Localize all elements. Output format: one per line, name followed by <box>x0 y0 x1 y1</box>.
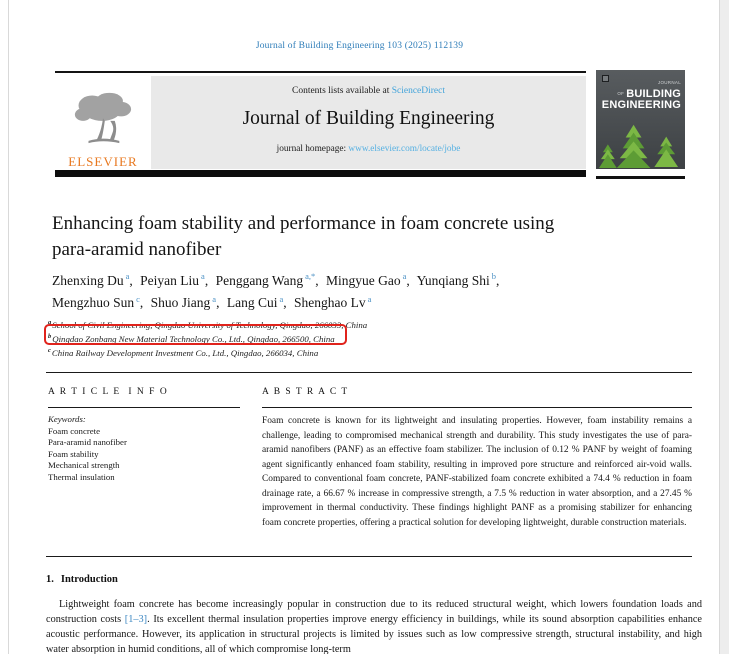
abstract-rule <box>262 407 692 408</box>
author-name: Mengzhuo Sun <box>52 295 135 310</box>
article-info-heading: A R T I C L E I N F O <box>48 387 169 397</box>
author-separator: , <box>283 295 287 310</box>
banner-bottom-bar <box>55 170 586 177</box>
affiliation-superscript: a <box>48 319 52 326</box>
keyword: Para-aramid nanofiber <box>48 437 127 448</box>
author-affiliation-superscript: a <box>125 271 130 281</box>
author <box>294 295 375 310</box>
abstract-section <box>262 387 692 530</box>
affiliation-text: China Railway Development Investment Co., Ltd., Qingdao, 266034, China <box>51 347 319 358</box>
affiliation-highlight-annotation <box>44 324 347 345</box>
author-affiliation-superscript: c <box>136 293 140 304</box>
author-separator: , <box>496 272 500 288</box>
cover-trees-artwork <box>596 112 685 169</box>
keywords-list <box>48 426 240 484</box>
author-separator: , <box>216 295 220 310</box>
affiliation-line <box>48 345 648 359</box>
affiliation-text: Qingdao Zonbang New Material Technology Co., Ltd., Qingdao, 266500, China <box>52 333 335 344</box>
cover-bottom-rule <box>596 176 685 179</box>
author-separator: , <box>129 272 133 288</box>
article-title-line1: Enhancing foam stability and performance in foam concrete using <box>52 213 555 234</box>
introduction-number: 1. <box>46 574 54 585</box>
affiliation-superscript: c <box>48 346 51 354</box>
author-affiliation-superscript: a <box>279 293 284 304</box>
introduction-text-start: Lightweight foam concrete has become increasingly popular in construction due to its reduced structural weight, which lowers foundation loads and construction costs <box>46 599 702 625</box>
author <box>326 273 414 288</box>
section-divider-top <box>46 372 692 373</box>
author-name: Peiyan Liu <box>140 272 200 288</box>
article-info-rule <box>48 407 240 408</box>
journal-title: Journal of Building Engineering <box>242 108 495 129</box>
abstract-text: Foam concrete is known for its lightweight and insulating properties. However, foam instability remains a challenge, leading to compromised mechanical strength and durability. This study investigates the use of para-aramid nanofibers (PANF) as an effective foam stabilizer. The inclusion of 0.12 % PANF by weight of foaming agent significantly enhanced foam stability, resulting in improved pore structure and reinforced air-void walls. Compared to conventional foam concrete, PANF-stabilized foam concrete exhibited a 74.4 % reduction in foam drainage rate, a 66.67 % increase in compressive strength, a 7.5 % reduction in water absorption, and a 27.45 % improvement in thermal conductivity. These findings highlight PANF as a promising stabilizer for enhancing foam concrete properties, offering a practical solution for developing lightweight, durable construction materials. <box>262 416 692 528</box>
cover-title-line2: ENGINEERING <box>601 99 681 111</box>
contents-lists-text: Contents lists available at <box>291 86 392 96</box>
author-separator: , <box>204 272 209 288</box>
cover-kicker: JOURNAL OF <box>617 80 681 96</box>
author-name: Penggang Wang <box>215 272 304 288</box>
journal-banner <box>55 70 586 177</box>
article-title-line2: para-aramid nanofiber <box>52 239 222 260</box>
introduction-heading <box>46 574 118 585</box>
author <box>227 295 291 310</box>
section-divider-bottom <box>46 556 692 557</box>
cover-title-line1: BUILDING <box>626 88 681 100</box>
author-affiliation-superscript: a <box>212 293 217 304</box>
banner-top-rule <box>55 71 586 73</box>
author <box>52 295 147 310</box>
cover-title-block <box>596 77 681 110</box>
author <box>52 273 137 288</box>
author-affiliation-superscript: a <box>201 271 205 281</box>
author <box>216 273 323 288</box>
introduction-paragraph <box>46 597 702 654</box>
author <box>140 273 212 288</box>
author-separator: , <box>406 272 410 288</box>
elsevier-logo <box>55 76 151 169</box>
author-affiliation-superscript: a <box>402 271 407 281</box>
author-separator: , <box>139 295 144 310</box>
affiliation-superscript: b <box>48 332 52 340</box>
sciencedirect-link[interactable]: ScienceDirect <box>391 86 445 96</box>
introduction-heading-text: Introduction <box>60 574 118 585</box>
author-affiliation-superscript: a,* <box>305 271 316 281</box>
author-separator: , <box>315 272 319 288</box>
author-name: Yunqiang Shi <box>416 272 490 288</box>
article-info-section <box>48 387 240 484</box>
keyword: Foam stability <box>48 448 99 459</box>
keyword: Foam concrete <box>48 425 101 436</box>
elsevier-tree-icon <box>70 91 136 154</box>
banner-center-panel <box>151 76 586 169</box>
homepage-prefix-text: journal homepage: <box>276 144 349 154</box>
keywords-label: Keywords: <box>48 414 86 425</box>
keyword: Thermal insulation <box>48 471 115 482</box>
author-name: Shuo Jiang <box>150 295 211 310</box>
abstract-heading: A B S T R A C T <box>262 387 349 397</box>
author-list <box>52 267 662 312</box>
author-affiliation-superscript: a <box>367 293 372 304</box>
homepage-link[interactable]: www.elsevier.com/locate/jobe <box>348 144 461 154</box>
introduction-text-end: . Its excellent thermal insulation properties improve energy efficiency in buildings, while its sound absorption capabilities enhance acoustic performance. However, its application in structural projects is limited by issues such as low compressive strength, structural instability, and high water absorption in humid conditions, all of which compromise long-term <box>46 614 702 654</box>
author-name: Mingyue Gao <box>326 272 401 288</box>
keyword: Mechanical strength <box>48 460 120 471</box>
affiliation-text: School of Civil Engineering, Qingdao University of Technology, Qingdao, 266033, China <box>52 319 368 330</box>
author <box>151 295 224 310</box>
page-left-edge <box>8 0 9 654</box>
author-name: Lang Cui <box>226 295 278 310</box>
article-title <box>52 211 672 263</box>
journal-cover-thumbnail <box>596 70 685 169</box>
journal-citation-header: Journal of Building Engineering 103 (2025) 112139 <box>255 41 464 51</box>
author <box>417 273 504 288</box>
page-right-edge <box>719 0 729 654</box>
contents-lists-line <box>151 86 586 96</box>
author-affiliation-superscript: b <box>491 271 497 281</box>
reference-citation-link[interactable]: [1–3] <box>124 614 148 625</box>
elsevier-wordmark: ELSEVIER <box>68 154 138 169</box>
author-name: Shenghao Lv <box>293 295 366 310</box>
author-name: Zhenxing Du <box>52 272 124 288</box>
homepage-line <box>151 144 586 154</box>
